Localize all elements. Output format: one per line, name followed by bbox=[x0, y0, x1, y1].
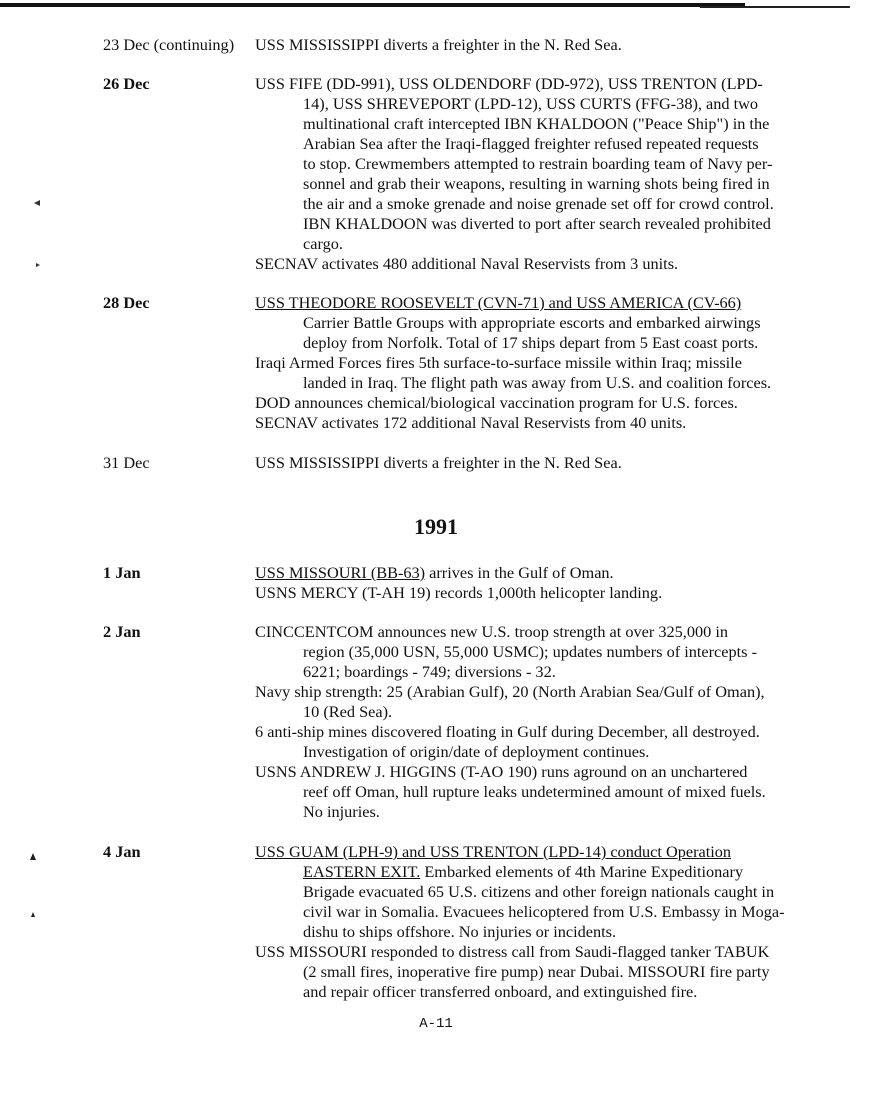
entry-date: 26 Dec bbox=[103, 74, 150, 93]
event-text-line bbox=[255, 862, 815, 882]
text-segment: 10 (Red Sea). bbox=[303, 702, 393, 721]
event-text-line bbox=[255, 622, 815, 642]
underlined-text: USS THEODORE ROOSEVELT (CVN-71) and USS AMERICA (CV-66) bbox=[255, 293, 742, 312]
event-item bbox=[255, 622, 815, 682]
text-segment: region (35,000 USN, 55,000 USMC); updates numbers of intercepts - bbox=[303, 642, 758, 661]
text-segment: 6221; boardings - 749; diversions - 32. bbox=[303, 662, 556, 681]
event-text-line bbox=[255, 902, 815, 922]
text-segment: cargo. bbox=[303, 234, 343, 253]
event-text-line bbox=[255, 313, 815, 333]
underlined-text: USS GUAM (LPH-9) and USS TRENTON (LPD-14) conduct Operation bbox=[255, 842, 732, 861]
text-segment: USS FIFE (DD-991), USS OLDENDORF (DD-972), USS TRENTON (LPD- bbox=[255, 74, 763, 93]
event-item bbox=[255, 74, 815, 254]
text-segment: Brigade evacuated 65 U.S. citizens and other foreign nationals caught in bbox=[303, 882, 775, 901]
header-rule-thin bbox=[700, 6, 850, 8]
event-text-line bbox=[255, 642, 815, 662]
event-text-line bbox=[255, 742, 815, 762]
margin-mark bbox=[36, 263, 40, 267]
entry-date: 23 Dec (continuing) bbox=[103, 35, 235, 54]
text-segment: CINCCENTCOM announces new U.S. troop strength at over 325,000 in bbox=[255, 622, 729, 641]
event-text-line bbox=[255, 583, 815, 603]
event-text-line bbox=[255, 194, 815, 214]
event-item bbox=[255, 583, 815, 603]
event-text-line bbox=[255, 94, 815, 114]
text-segment: dishu to ships offshore. No injuries or incidents. bbox=[303, 922, 617, 941]
event-text-line bbox=[255, 134, 815, 154]
text-segment: USNS ANDREW J. HIGGINS (T-AO 190) runs aground on an unchartered bbox=[255, 762, 748, 781]
text-segment: sonnel and grab their weapons, resulting in warning shots being fired in bbox=[303, 174, 770, 193]
entry-list bbox=[255, 453, 815, 473]
text-segment: USS MISSISSIPPI diverts a freighter in the N. Red Sea. bbox=[255, 35, 622, 54]
event-text-line bbox=[255, 962, 815, 982]
event-text-line bbox=[255, 842, 815, 862]
event-item bbox=[255, 563, 815, 583]
event-text-line bbox=[255, 333, 815, 353]
text-segment: civil war in Somalia. Evacuees helicoptered from U.S. Embassy in Moga- bbox=[303, 902, 785, 921]
text-segment: arrives in the Gulf of Oman. bbox=[425, 563, 614, 582]
event-item bbox=[255, 762, 815, 822]
event-item bbox=[255, 293, 815, 353]
text-segment: IBN KHALDOON was diverted to port after search revealed prohibited bbox=[303, 214, 771, 233]
event-text-line bbox=[255, 782, 815, 802]
entry-date: 1 Jan bbox=[103, 563, 141, 582]
entry-date: 2 Jan bbox=[103, 622, 141, 641]
event-text-line bbox=[255, 413, 815, 433]
event-text-line bbox=[255, 174, 815, 194]
entry-date: 4 Jan bbox=[103, 842, 141, 861]
event-text-line bbox=[255, 662, 815, 682]
entry-list bbox=[255, 622, 815, 822]
event-text-line bbox=[255, 722, 815, 742]
entry-date: 31 Dec bbox=[103, 453, 150, 472]
text-segment: Embarked elements of 4th Marine Expeditionary bbox=[420, 862, 744, 881]
text-segment: SECNAV activates 172 additional Naval Reservists from 40 units. bbox=[255, 413, 687, 432]
entry-list bbox=[255, 842, 815, 1002]
event-text-line bbox=[255, 353, 815, 373]
text-segment: Iraqi Armed Forces fires 5th surface-to-surface missile within Iraq; missile bbox=[255, 353, 742, 372]
event-text-line bbox=[255, 882, 815, 902]
event-text-line bbox=[255, 453, 815, 473]
page-number: A-11 bbox=[419, 1016, 453, 1032]
event-item bbox=[255, 453, 815, 473]
text-segment: multinational craft intercepted IBN KHALDOON ("Peace Ship") in the bbox=[303, 114, 770, 133]
text-segment: DOD announces chemical/biological vaccination program for U.S. forces. bbox=[255, 393, 738, 412]
event-text-line bbox=[255, 702, 815, 722]
text-segment: reef off Oman, hull rupture leaks undetermined amount of mixed fuels. bbox=[303, 782, 766, 801]
event-item bbox=[255, 35, 815, 55]
event-text-line bbox=[255, 154, 815, 174]
text-segment: Carrier Battle Groups with appropriate escorts and embarked airwings bbox=[303, 313, 761, 332]
underlined-text: EASTERN EXIT. bbox=[303, 862, 421, 881]
event-text-line bbox=[255, 682, 815, 702]
text-segment: No injuries. bbox=[303, 802, 380, 821]
event-text-line bbox=[255, 214, 815, 234]
underlined-text: USS MISSOURI (BB-63) bbox=[255, 563, 426, 582]
event-text-line bbox=[255, 922, 815, 942]
event-text-line bbox=[255, 114, 815, 134]
event-text-line bbox=[255, 254, 815, 274]
event-text-line bbox=[255, 762, 815, 782]
text-segment: USNS MERCY (T-AH 19) records 1,000th helicopter landing. bbox=[255, 583, 663, 602]
margin-mark bbox=[34, 200, 40, 206]
entry-list bbox=[255, 35, 815, 55]
margin-mark bbox=[30, 853, 36, 860]
event-text-line bbox=[255, 293, 815, 313]
year-heading: 1991 bbox=[414, 514, 458, 539]
event-item bbox=[255, 842, 815, 942]
text-segment: deploy from Norfolk. Total of 17 ships depart from 5 East coast ports. bbox=[303, 333, 759, 352]
text-segment: USS MISSISSIPPI diverts a freighter in the N. Red Sea. bbox=[255, 453, 622, 472]
event-text-line bbox=[255, 802, 815, 822]
text-segment: to stop. Crewmembers attempted to restrain boarding team of Navy per- bbox=[303, 154, 773, 173]
text-segment: 6 anti-ship mines discovered floating in Gulf during December, all destroyed. bbox=[255, 722, 760, 741]
event-text-line bbox=[255, 942, 815, 962]
event-text-line bbox=[255, 563, 815, 583]
event-item bbox=[255, 413, 815, 433]
text-segment: SECNAV activates 480 additional Naval Reservists from 3 units. bbox=[255, 254, 679, 273]
text-segment: 14), USS SHREVEPORT (LPD-12), USS CURTS (FFG-38), and two bbox=[303, 94, 759, 113]
text-segment: Navy ship strength: 25 (Arabian Gulf), 20 (North Arabian Sea/Gulf of Oman), bbox=[255, 682, 765, 701]
event-text-line bbox=[255, 982, 815, 1002]
entry-list bbox=[255, 74, 815, 274]
margin-mark bbox=[31, 912, 35, 917]
entry-list bbox=[255, 563, 815, 603]
text-segment: Investigation of origin/date of deployment continues. bbox=[303, 742, 650, 761]
text-segment: (2 small fires, inoperative fire pump) near Dubai. MISSOURI fire party bbox=[303, 962, 770, 981]
event-text-line bbox=[255, 74, 815, 94]
text-segment: and repair officer transferred onboard, and extinguished fire. bbox=[303, 982, 698, 1001]
text-segment: the air and a smoke grenade and noise grenade set off for crowd control. bbox=[303, 194, 774, 213]
entry-list bbox=[255, 293, 815, 433]
event-text-line bbox=[255, 393, 815, 413]
event-item bbox=[255, 942, 815, 1002]
text-segment: USS MISSOURI responded to distress call from Saudi-flagged tanker TABUK bbox=[255, 942, 770, 961]
header-rule bbox=[0, 3, 745, 7]
event-item bbox=[255, 254, 815, 274]
event-item bbox=[255, 682, 815, 722]
event-text-line bbox=[255, 373, 815, 393]
text-segment: Arabian Sea after the Iraqi-flagged freighter refused repeated requests bbox=[303, 134, 759, 153]
entry-date: 28 Dec bbox=[103, 293, 150, 312]
event-item bbox=[255, 393, 815, 413]
event-text-line bbox=[255, 35, 815, 55]
event-item bbox=[255, 722, 815, 762]
event-text-line bbox=[255, 234, 815, 254]
event-item bbox=[255, 353, 815, 393]
text-segment: landed in Iraq. The flight path was away from U.S. and coalition forces. bbox=[303, 373, 772, 392]
